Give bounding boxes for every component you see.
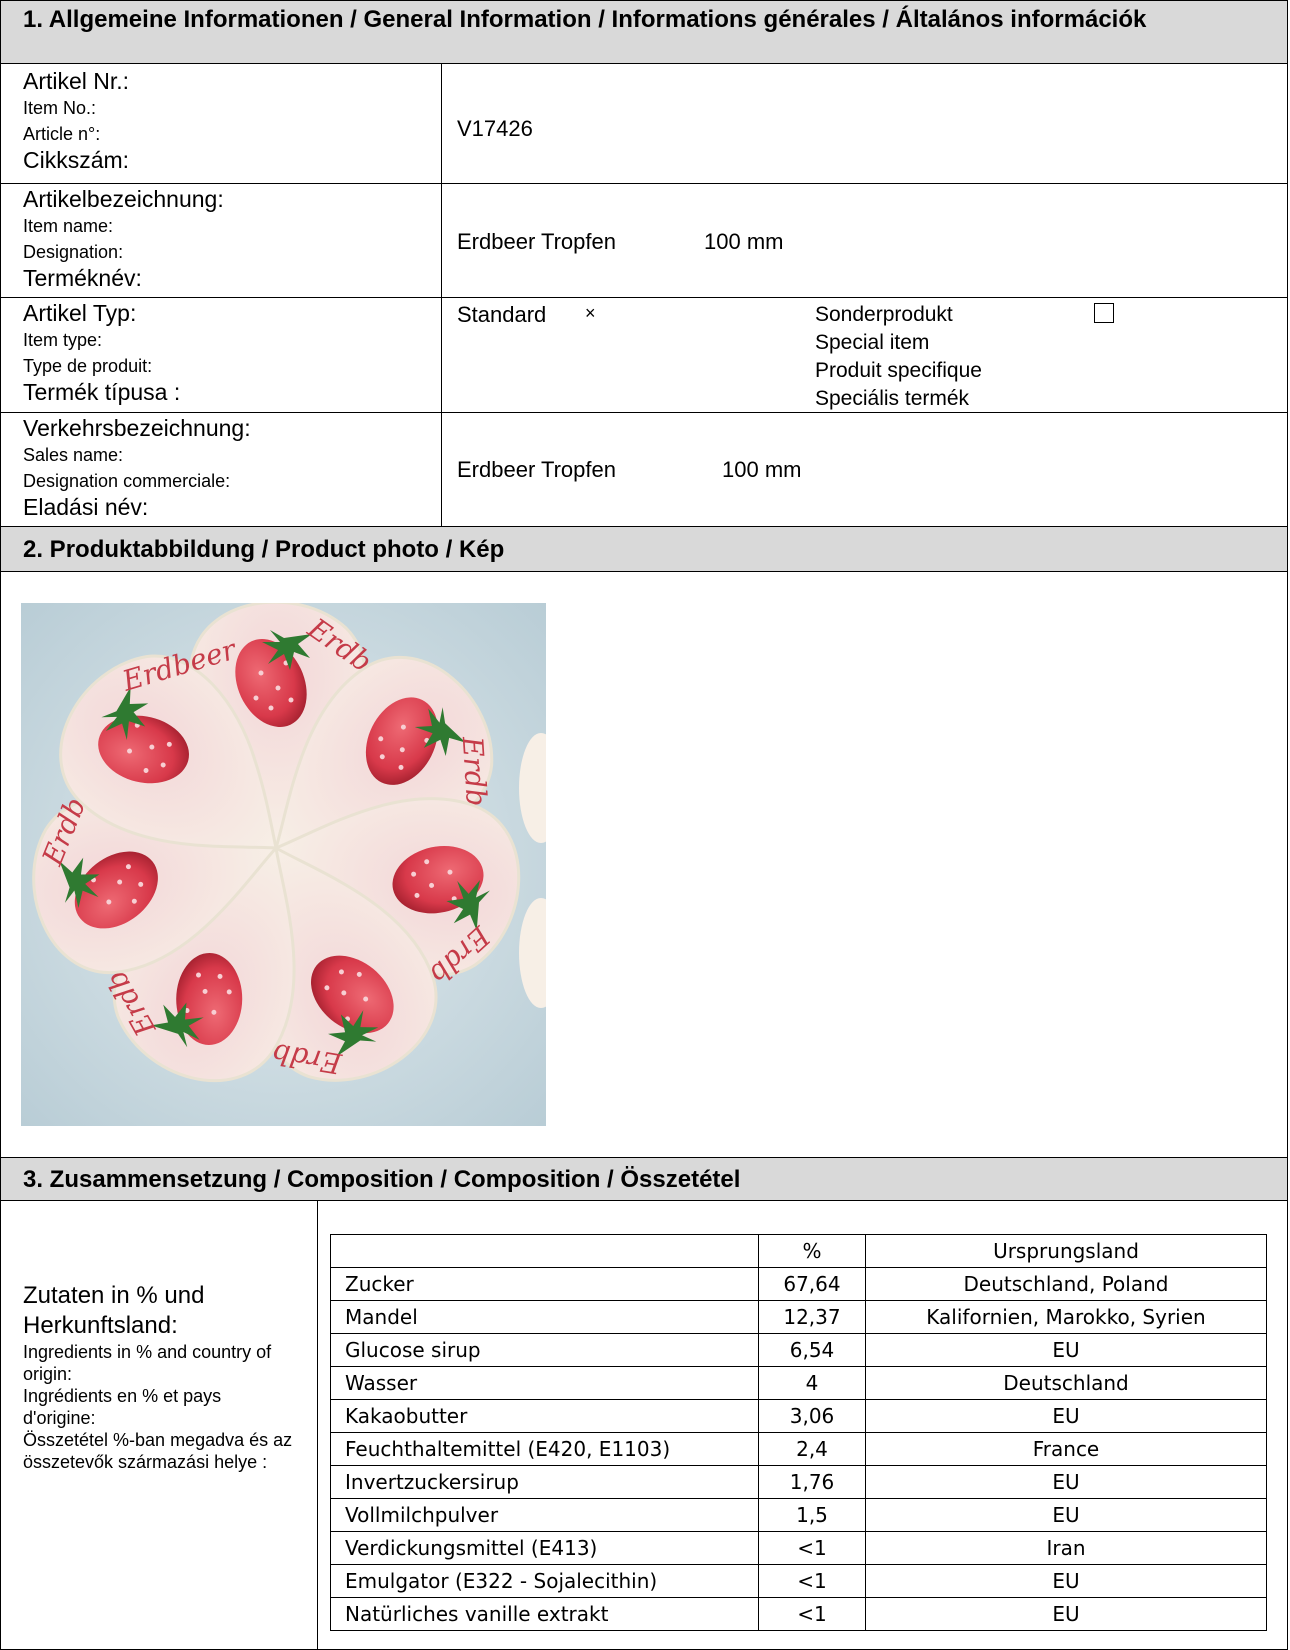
special-label-en: Special item: [815, 331, 930, 354]
sales-name-label-de: Verkehrsbezeichnung:: [23, 415, 251, 441]
ingredient-percent: <1: [759, 1532, 866, 1565]
special-item-labels: [815, 301, 982, 413]
composition-label-en: Ingredients in % and country of origin:: [23, 1342, 272, 1384]
item-type-label-hu: Termék típusa :: [23, 379, 181, 405]
ingredient-origin: EU: [866, 1499, 1267, 1532]
item-type-label-de: Artikel Typ:: [23, 300, 137, 326]
table-row: [331, 1367, 1267, 1400]
sales-name-value: Erdbeer Tropfen: [457, 457, 616, 482]
section-3-title: 3. Zusammensetzung / Composition / Composition / Összetétel: [23, 1166, 741, 1193]
section-3-header: [0, 1157, 1288, 1201]
ingredient-name: Zucker: [331, 1268, 759, 1301]
ingredient-origin: EU: [866, 1400, 1267, 1433]
item-type-label-fr: Type de produit:: [23, 356, 153, 376]
product-photo: [21, 603, 546, 1126]
article-no-value-cell: [441, 63, 1288, 184]
special-label-fr: Produit specifique: [815, 359, 982, 382]
table-row: [331, 1466, 1267, 1499]
ingredient-name: Wasser: [331, 1367, 759, 1400]
ingredient-origin: France: [866, 1433, 1267, 1466]
section-1-header: [0, 0, 1288, 64]
standard-label: Standard: [457, 302, 547, 327]
ingredient-name: Glucose sirup: [331, 1334, 759, 1367]
special-label-de: Sonderprodukt: [815, 303, 953, 326]
ingredient-origin: EU: [866, 1466, 1267, 1499]
item-name-label-fr: Designation:: [23, 242, 124, 262]
ingredient-origin: EU: [866, 1598, 1267, 1631]
ingredient-percent: 3,06: [759, 1400, 866, 1433]
ingredient-name: Mandel: [331, 1301, 759, 1334]
composition-label-fr: Ingrédients en % et pays d'origine:: [23, 1386, 222, 1428]
composition-label-cell: [0, 1200, 318, 1650]
sales-name-value-cell: [441, 412, 1288, 527]
table-row: [331, 1598, 1267, 1631]
item-name-label-cell: [0, 183, 442, 298]
ingredient-percent: 12,37: [759, 1301, 866, 1334]
ingredient-origin: EU: [866, 1565, 1267, 1598]
item-type-label-cell: [0, 297, 442, 413]
ingredient-origin: Iran: [866, 1532, 1267, 1565]
ingredient-name: Verdickungsmittel (E413): [331, 1532, 759, 1565]
item-type-label-en: Item type:: [23, 330, 103, 350]
section-2-title: 2. Produktabbildung / Product photo / Kép: [23, 536, 505, 563]
composition-label-de: Zutaten in % und Herkunftsland:: [23, 1282, 205, 1339]
sales-name-label-en: Sales name:: [23, 445, 124, 465]
ingredient-name: Vollmilchpulver: [331, 1499, 759, 1532]
sales-name-label-cell: [0, 412, 442, 527]
ingredient-percent: 4: [759, 1367, 866, 1400]
item-name-value: Erdbeer Tropfen: [457, 229, 616, 254]
special-item-checkbox[interactable]: [1094, 303, 1114, 323]
ingredient-name: Natürliches vanille extrakt: [331, 1598, 759, 1631]
header-origin: Ursprungsland: [866, 1235, 1267, 1268]
ingredient-origin: Deutschland: [866, 1367, 1267, 1400]
ingredients-table: [330, 1234, 1267, 1631]
ingredient-origin: Deutschland, Poland: [866, 1268, 1267, 1301]
table-row: [331, 1268, 1267, 1301]
ingredient-name: Kakaobutter: [331, 1400, 759, 1433]
table-row: [331, 1532, 1267, 1565]
article-no-value: V17426: [457, 116, 533, 141]
sales-name-size: 100 mm: [722, 457, 802, 482]
standard-checked-mark[interactable]: ×: [585, 303, 596, 323]
article-no-label-hu: Cikkszám:: [23, 147, 130, 173]
composition-label-hu: Összetétel %-ban megadva és az összetevők származási helye :: [23, 1430, 293, 1472]
item-name-size: 100 mm: [704, 229, 784, 254]
header-percent: %: [759, 1235, 866, 1268]
item-name-label-de: Artikelbezeichnung:: [23, 186, 224, 212]
table-row: [331, 1565, 1267, 1598]
ingredient-origin: EU: [866, 1334, 1267, 1367]
table-row: [331, 1433, 1267, 1466]
table-row: [331, 1334, 1267, 1367]
ingredient-percent: 1,5: [759, 1499, 866, 1532]
table-row: [331, 1400, 1267, 1433]
article-no-label-cell: [0, 63, 442, 184]
ingredient-name: Emulgator (E322 - Sojalecithin): [331, 1565, 759, 1598]
ingredients-header-row: [331, 1235, 1267, 1268]
ingredient-origin: Kalifornien, Marokko, Syrien: [866, 1301, 1267, 1334]
header-name: [331, 1235, 759, 1268]
ingredient-percent: 67,64: [759, 1268, 866, 1301]
ingredient-percent: 2,4: [759, 1433, 866, 1466]
item-name-label-hu: Terméknév:: [23, 265, 142, 291]
ingredient-percent: 6,54: [759, 1334, 866, 1367]
item-name-label-en: Item name:: [23, 216, 114, 236]
sales-name-label-fr: Designation commerciale:: [23, 471, 231, 491]
item-name-value-cell: [441, 183, 1288, 298]
article-no-label-fr: Article n°:: [23, 124, 101, 144]
special-label-hu: Speciális termék: [815, 387, 970, 410]
ingredient-name: Invertzuckersirup: [331, 1466, 759, 1499]
section-2-header: [0, 526, 1288, 572]
article-no-label-en: Item No.:: [23, 98, 97, 118]
section-1-title: 1. Allgemeine Informationen / General Information / Informations générales / Általános információk: [23, 6, 1147, 33]
ingredient-percent: <1: [759, 1598, 866, 1631]
item-type-value-cell: [441, 297, 1288, 413]
article-no-label-de: Artikel Nr.:: [23, 68, 130, 94]
sales-name-label-hu: Eladási név:: [23, 494, 149, 520]
ingredient-percent: 1,76: [759, 1466, 866, 1499]
table-row: [331, 1499, 1267, 1532]
product-photo-cell: [0, 571, 1288, 1158]
ingredient-percent: <1: [759, 1565, 866, 1598]
table-row: [331, 1301, 1267, 1334]
ingredient-name: Feuchthaltemittel (E420, E1103): [331, 1433, 759, 1466]
